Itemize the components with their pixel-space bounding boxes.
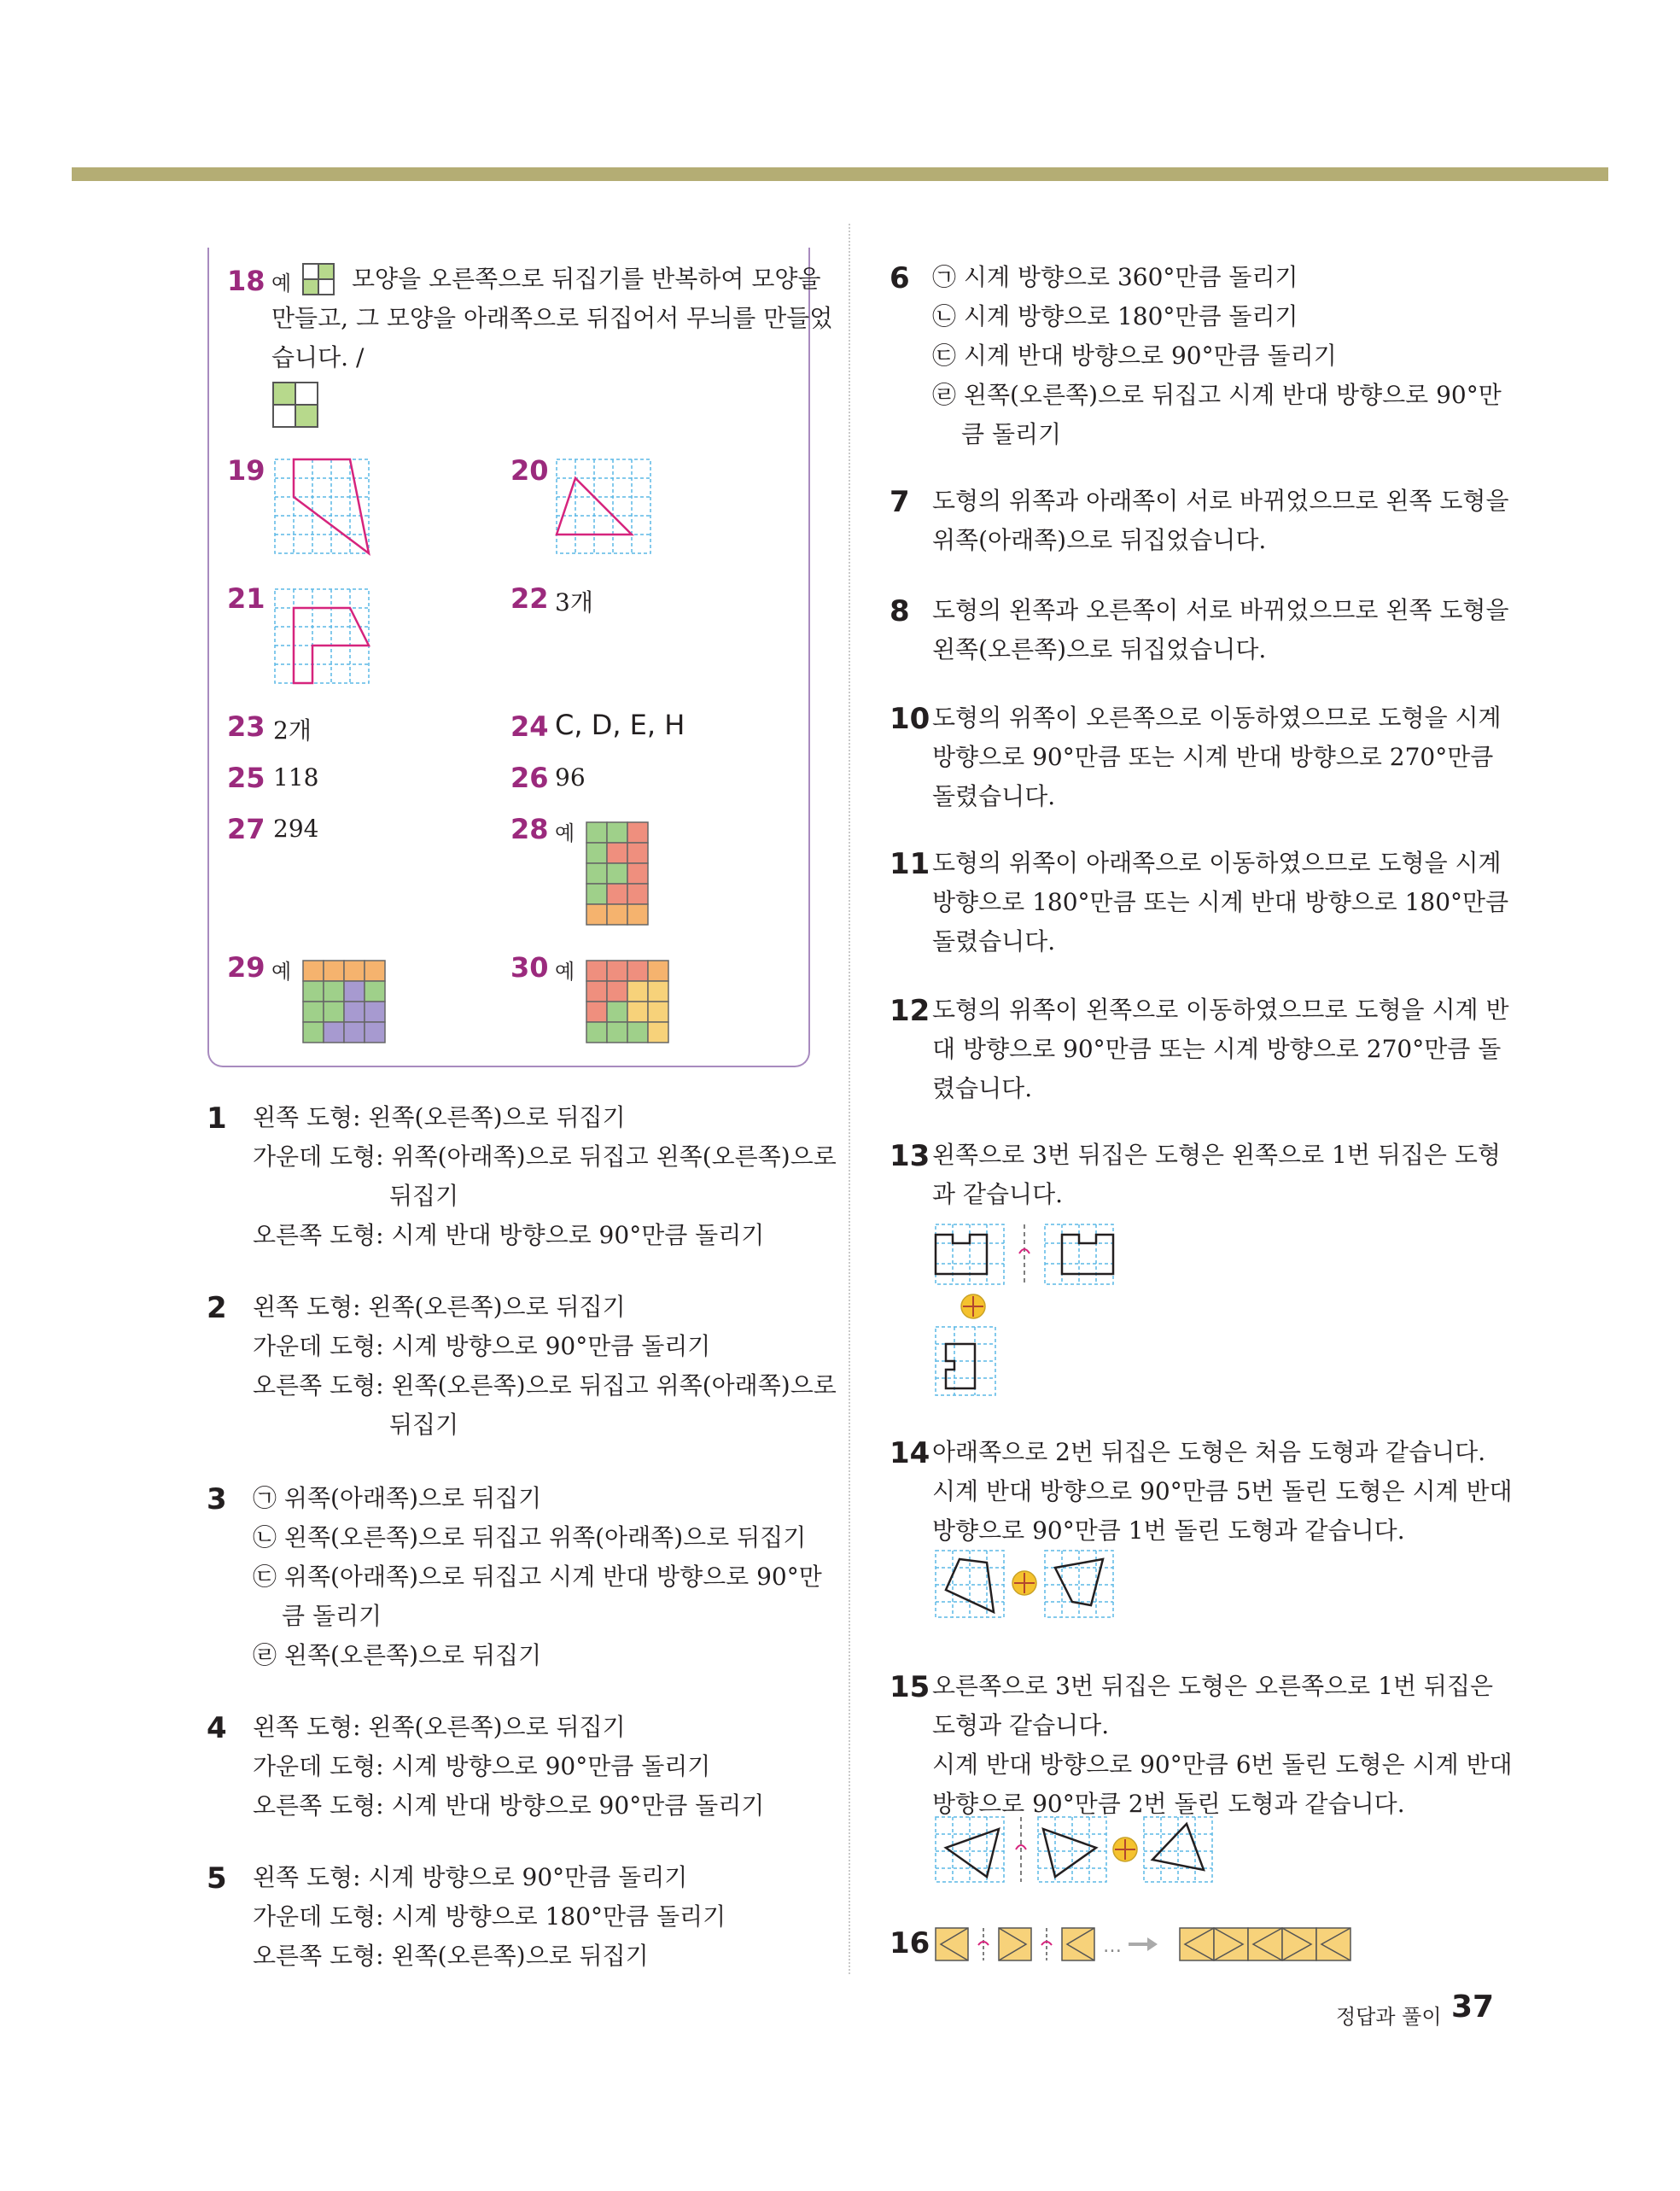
answer-line: ㉠ 위쪽(아래쪽)으로 뒤집기 [253,1484,542,1512]
answer-line: 오른쪽 도형: 시계 반대 방향으로 90°만큼 돌리기 [253,1791,765,1820]
question-number: 24 [510,710,549,743]
answer-number: 8 [890,594,910,628]
answer-line: 대 방향으로 90°만큼 또는 시계 방향으로 270°만큼 돌 [932,1035,1502,1063]
question-number: 18 [227,265,265,297]
footer-label: 정답과 풀이 [1336,2005,1442,2029]
question-number: 22 [510,582,549,615]
answer-line: ㉣ 왼쪽(오른쪽)으로 뒤집고 시계 반대 방향으로 90°만 [932,381,1502,409]
answer-line: 아래쪽으로 2번 뒤집은 도형은 처음 도형과 같습니다. [932,1438,1486,1466]
q18-text-line3: 습니다. / [271,343,365,371]
example-mark: 예 [271,272,292,295]
answer-line: 위쪽(아래쪽)으로 뒤집었습니다. [932,526,1267,554]
q14-rotation-figure [934,1549,1117,1621]
q30-tile-pattern [586,960,671,1045]
answer-line: ㉡ 왼쪽(오른쪽)으로 뒤집고 위쪽(아래쪽)으로 뒤집기 [253,1523,807,1551]
answer-line: 방향으로 90°만큼 1번 돌린 도형과 같습니다. [932,1516,1405,1545]
q19-grid-figure [273,458,372,557]
page-number: 37 [1451,1989,1495,2024]
question-number: 30 [510,951,549,984]
q28-tile-pattern [586,821,650,929]
answer-number: 14 [890,1436,930,1470]
answer-value: 2개 [273,716,312,745]
question-number: 29 [227,951,265,984]
answer-line: 도형의 왼쪽과 오른쪽이 서로 바뀌었으므로 왼쪽 도형을 [932,596,1509,624]
answer-line: 뒤집기 [389,1182,459,1210]
answer-line: 시계 반대 방향으로 90°만큼 6번 돌린 도형은 시계 반대 [932,1750,1513,1779]
answer-value: 96 [555,763,586,792]
answer-line: ㉡ 시계 방향으로 180°만큼 돌리기 [932,302,1298,330]
answer-number: 11 [890,847,930,881]
answer-number: 4 [207,1711,227,1745]
question-number: 21 [227,582,265,615]
answer-line: 왼쪽으로 3번 뒤집은 도형은 왼쪽으로 1번 뒤집은 도형 [932,1141,1501,1169]
answer-line: 왼쪽 도형: 왼쪽(오른쪽)으로 뒤집기 [253,1293,626,1321]
answer-line: 과 같습니다. [932,1180,1064,1208]
q20-grid-figure [555,458,654,557]
example-mark: 예 [271,960,292,984]
question-number: 23 [227,710,265,743]
column-divider [849,224,850,1974]
answer-value: C, D, E, H [555,709,685,741]
answer-line: 오른쪽 도형: 시계 반대 방향으로 90°만큼 돌리기 [253,1221,765,1249]
answer-line: 도형의 위쪽이 왼쪽으로 이동하였으므로 도형을 시계 반 [932,996,1509,1024]
answer-number: 10 [890,702,930,736]
answer-line: ㉢ 위쪽(아래쪽)으로 뒤집고 시계 반대 방향으로 90°만 [253,1563,822,1591]
answer-number: 15 [890,1670,930,1704]
q18-text-line2: 만들고, 그 모양을 아래쪽으로 뒤집어서 무늬를 만들었 [271,304,833,332]
q21-grid-figure [273,587,372,687]
q18-text-line1: 모양을 오른쪽으로 뒤집기를 반복하여 모양을 [352,265,821,293]
answer-line: 렸습니다. [932,1074,1033,1102]
answer-line: 가운데 도형: 시계 방향으로 90°만큼 돌리기 [253,1332,711,1360]
q16-tile-sequence [934,1926,1386,1964]
example-mark: 예 [555,960,575,984]
small-tile-icon [302,263,336,297]
answer-line: 왼쪽 도형: 왼쪽(오른쪽)으로 뒤집기 [253,1713,626,1741]
answer-value: 3개 [555,588,593,616]
ellipsis-text: … [1103,1936,1122,1957]
answer-line: 방향으로 180°만큼 또는 시계 반대 방향으로 180°만큼 [932,888,1509,916]
answer-line: 방향으로 90°만큼 또는 시계 반대 방향으로 270°만큼 [932,743,1494,771]
question-number: 25 [227,762,265,794]
question-number: 26 [510,762,549,794]
q18-pattern-figure [271,381,321,430]
answer-number: 2 [207,1291,227,1325]
answer-line: ㉣ 왼쪽(오른쪽)으로 뒤집기 [253,1641,542,1669]
q13-flip-figure [934,1223,1122,1399]
q15-flip-rotate-figure [934,1815,1216,1885]
answer-line: 왼쪽 도형: 시계 방향으로 90°만큼 돌리기 [253,1863,688,1891]
answer-number: 3 [207,1482,227,1516]
answer-line: 오른쪽 도형: 왼쪽(오른쪽)으로 뒤집고 위쪽(아래쪽)으로 [253,1371,837,1399]
tile-strip [1180,1928,1350,1960]
question-number: 19 [227,454,265,487]
question-number: 27 [227,813,265,845]
header-accent-bar [72,167,1608,181]
answer-number: 12 [890,994,930,1028]
answer-value: 118 [273,763,319,792]
answer-line: 돌렸습니다. [932,927,1056,955]
answer-line: 오른쪽으로 3번 뒤집은 도형은 오른쪽으로 1번 뒤집은 [932,1672,1494,1700]
answer-value: 294 [273,815,319,843]
answer-line: 돌렸습니다. [932,782,1056,810]
answer-line: 가운데 도형: 시계 방향으로 180°만큼 돌리기 [253,1902,726,1931]
answer-line: 가운데 도형: 시계 방향으로 90°만큼 돌리기 [253,1752,711,1780]
answer-line: ㉠ 시계 방향으로 360°만큼 돌리기 [932,263,1298,291]
example-mark: 예 [555,821,575,845]
answer-number: 6 [890,261,910,295]
answer-line: 시계 반대 방향으로 90°만큼 5번 돌린 도형은 시계 반대 [932,1477,1513,1505]
answer-number: 13 [890,1139,930,1173]
answer-line: 큼 돌리기 [282,1602,382,1630]
answer-number: 1 [207,1101,227,1136]
answer-number: 7 [890,485,910,519]
answer-line: 오른쪽 도형: 왼쪽(오른쪽)으로 뒤집기 [253,1942,649,1970]
answer-number: 5 [207,1861,227,1896]
answer-line: 왼쪽(오른쪽)으로 뒤집었습니다. [932,635,1267,663]
answer-line: 도형의 위쪽이 아래쪽으로 이동하였으므로 도형을 시계 [932,849,1502,877]
answer-line: 방향으로 90°만큼 2번 돌린 도형과 같습니다. [932,1790,1405,1818]
answer-line: 도형과 같습니다. [932,1711,1110,1739]
answer-line: 도형의 위쪽이 오른쪽으로 이동하였으므로 도형을 시계 [932,704,1502,732]
question-number: 20 [510,454,549,487]
answer-line: 왼쪽 도형: 왼쪽(오른쪽)으로 뒤집기 [253,1103,626,1131]
q29-tile-pattern [302,960,388,1045]
answer-line: 가운데 도형: 위쪽(아래쪽)으로 뒤집고 왼쪽(오른쪽)으로 [253,1142,837,1171]
answer-number: 16 [890,1926,930,1960]
question-number: 28 [510,813,549,845]
answer-line: 도형의 위쪽과 아래쪽이 서로 바뀌었으므로 왼쪽 도형을 [932,487,1509,515]
answer-line: 뒤집기 [389,1411,459,1439]
answer-line: ㉢ 시계 반대 방향으로 90°만큼 돌리기 [932,342,1337,370]
answer-line: 큼 돌리기 [961,420,1062,448]
